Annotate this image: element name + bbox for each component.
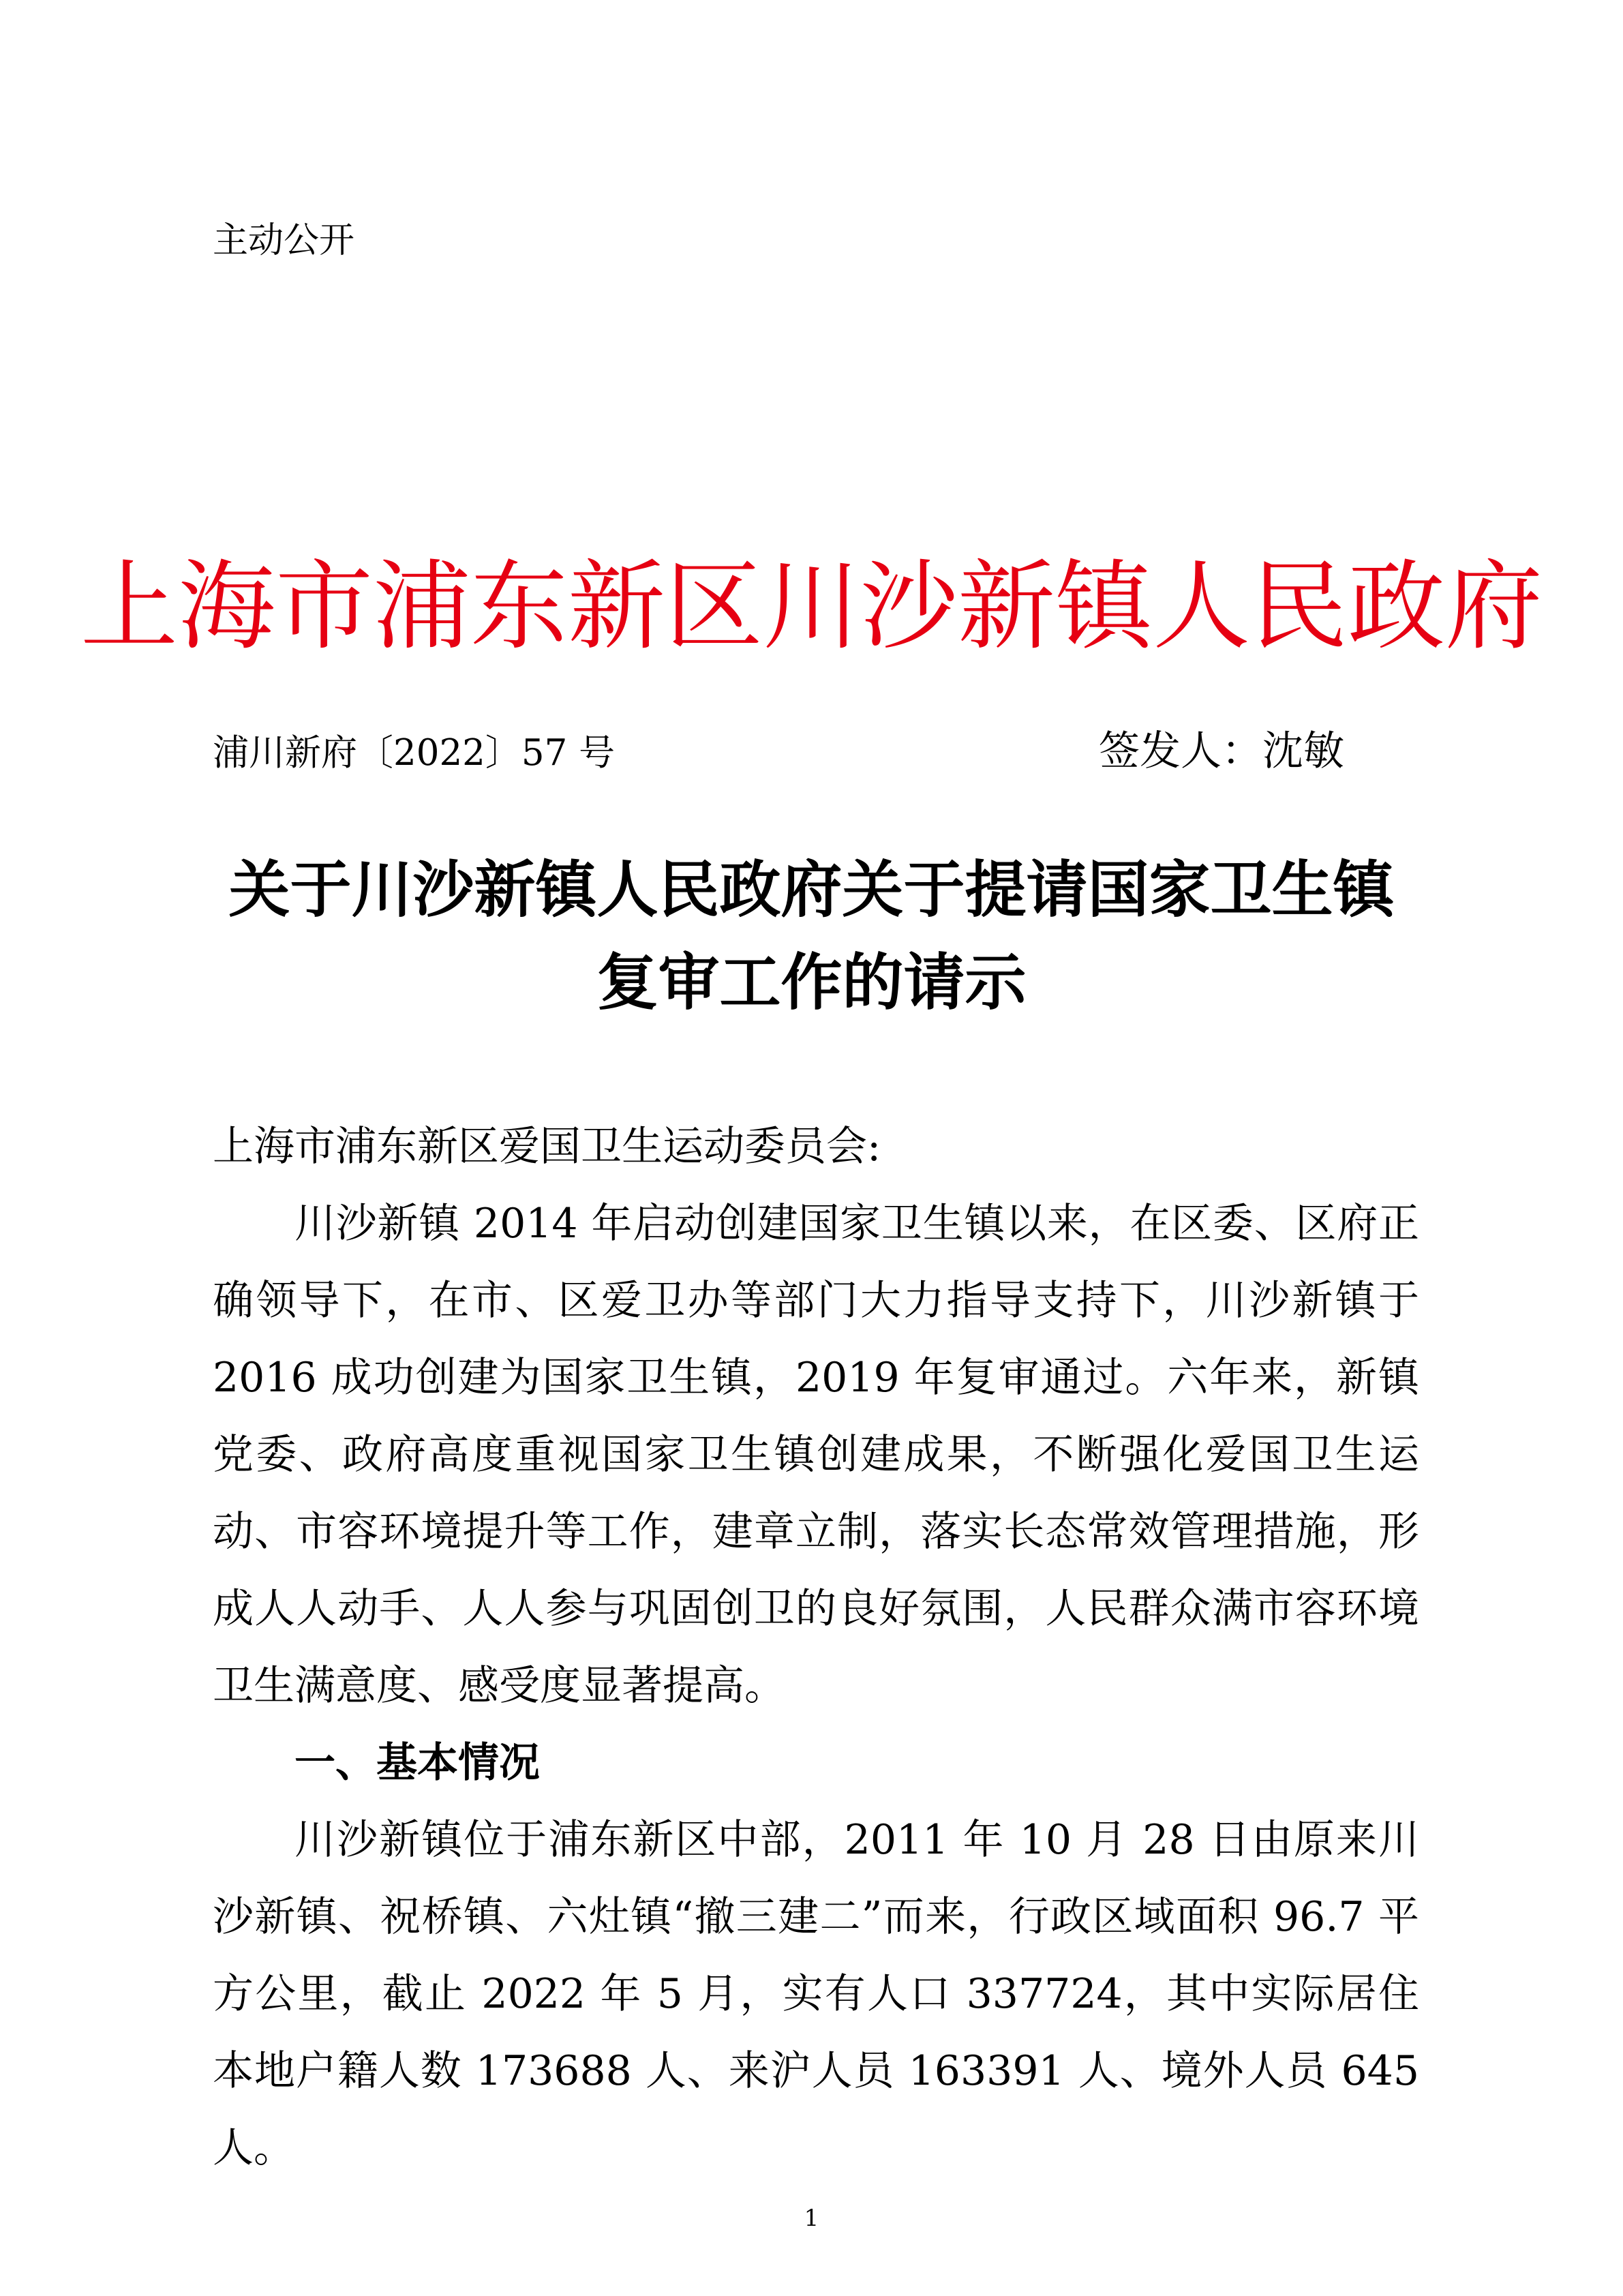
salutation: 上海市浦东新区爱国卫生运动委员会: (213, 1123, 881, 1170)
page-number: 1 (804, 2205, 819, 2232)
paragraph-intro: 川沙新镇 2014 年启动创建国家卫生镇以来，在区委、区府正确领导下，在市、区爱卫办等部门大力指导支持下，川沙新镇于 2016 成功创建为国家卫生镇，2019 年复审通过。六年来，新镇党委、政府高度重视国家卫生镇创建成果，不断强化爱国卫生运动、市容环境提升等工作，建章立制，落实长态常效管理措施，形成人人动手、人人参与巩固创卫的良好氛围，人民群众满市容环境卫生满意度、感受度显著提高。 (213, 1200, 1419, 1710)
letterhead-organization: 上海市浦东新区川沙新镇人民政府 (80, 549, 1543, 663)
document-body (213, 1108, 1419, 2187)
document-number: 浦川新府〔2022〕57 号 (213, 732, 616, 774)
signer: 签发人：沈敏 (1099, 727, 1344, 775)
paragraph-basic-situation: 川沙新镇位于浦东新区中部，2011 年 10 月 28 日由原来川沙新镇、祝桥镇、六灶镇“撤三建二”而来，行政区域面积 96.7 平方公里，截止 2022 年 5 月，实有人口 337724，其中实际居住本地户籍人数 173688 人、来沪人员 163391 人、境外人员 645 人。 (213, 1816, 1419, 2172)
document-title (0, 844, 1623, 1029)
section-heading-basic-situation: 一、基本情况 (294, 1739, 540, 1787)
document-title-line-2: 复审工作的请示 (596, 947, 1027, 1018)
disclosure-label: 主动公开 (213, 220, 355, 261)
document-title-line-1: 关于川沙新镇人民政府关于提请国家卫生镇 (228, 854, 1395, 926)
